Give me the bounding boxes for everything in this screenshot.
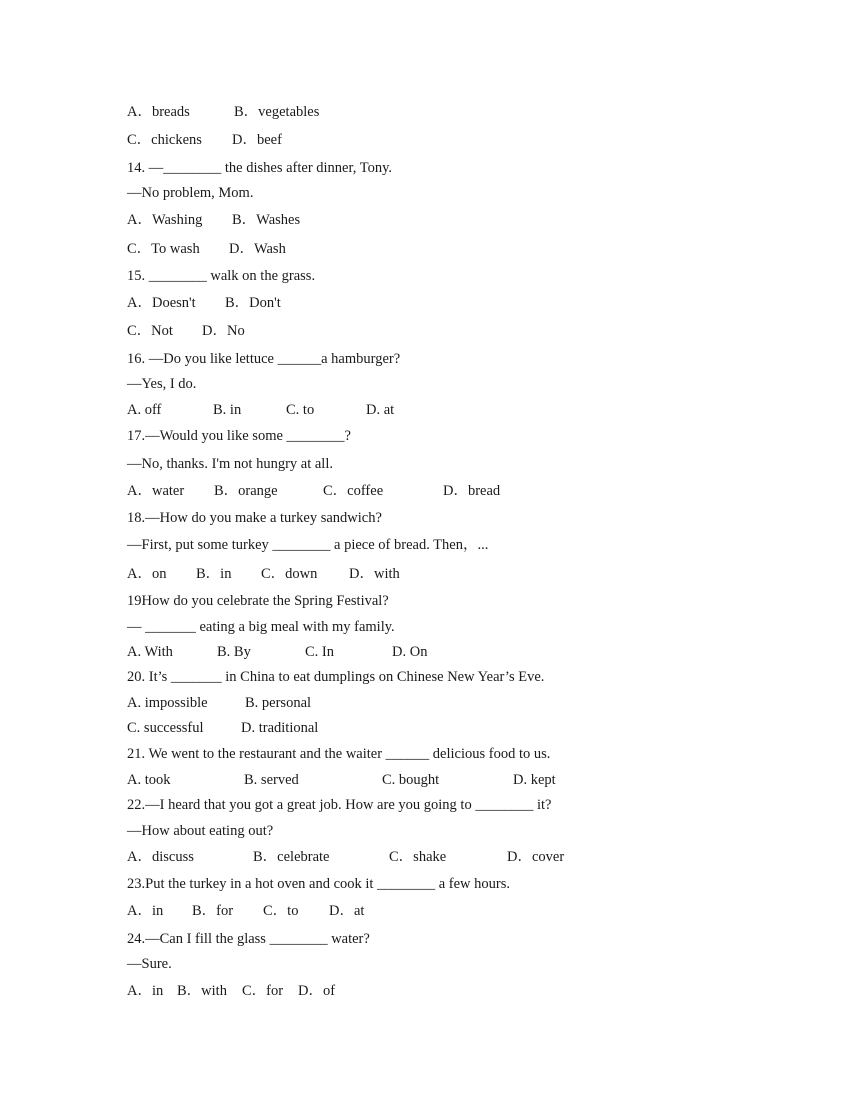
q23-option-a: A．in <box>127 903 164 919</box>
question-21: 21. We went to the restaurant and the waiter ______ delicious food to us. <box>127 746 551 762</box>
question-19-reply: — _______ eating a big meal with my family. <box>127 619 395 635</box>
question-24-reply: —Sure. <box>127 956 172 972</box>
q15-option-b: B．Don't <box>225 295 281 311</box>
q19-option-b: B. By <box>217 644 251 660</box>
q16-option-d: D. at <box>366 402 395 418</box>
q16-option-c: C. to <box>286 402 315 418</box>
q15-option-c: C．Not <box>127 323 173 339</box>
option-b: B．vegetables <box>234 104 320 120</box>
q22-option-d: D．cover <box>507 849 565 865</box>
q20-option-d: D. traditional <box>241 720 319 736</box>
q18-option-d: D．with <box>349 566 400 582</box>
question-18: 18.—How do you make a turkey sandwich? <box>127 510 382 526</box>
q23-option-b: B．for <box>192 903 234 919</box>
q17-option-b: B．orange <box>214 483 278 499</box>
q16-option-a: A. off <box>127 402 162 418</box>
q22-option-c: C．shake <box>389 849 447 865</box>
question-20: 20. It’s _______ in China to eat dumplings on Chinese New Year’s Eve. <box>127 669 545 685</box>
q14-option-d: D．Wash <box>229 241 286 257</box>
question-23: 23.Put the turkey in a hot oven and cook it ________ a few hours. <box>127 876 510 892</box>
q20-option-b: B. personal <box>245 695 312 711</box>
q24-option-b: B．with <box>177 983 227 999</box>
q18-option-b: B．in <box>196 566 232 582</box>
q18-option-c: C．down <box>261 566 318 582</box>
question-18-reply: —First, put some turkey ________ a piece of bread. Then，... <box>127 537 489 553</box>
question-15: 15. ________ walk on the grass. <box>127 268 316 284</box>
q23-option-c: C．to <box>263 903 299 919</box>
question-14-reply: —No problem, Mom. <box>127 185 254 201</box>
q21-option-c: C. bought <box>382 772 440 788</box>
q21-option-d: D. kept <box>513 772 556 788</box>
q16-option-b: B. in <box>213 402 242 418</box>
question-14: 14. —________ the dishes after dinner, Tony. <box>127 160 393 176</box>
q18-option-a: A．on <box>127 566 167 582</box>
question-22: 22.—I heard that you got a great job. How are you going to ________ it? <box>127 797 552 813</box>
question-16-reply: —Yes, I do. <box>127 376 197 392</box>
q23-option-d: D．at <box>329 903 365 919</box>
option-c: C．chickens <box>127 132 202 148</box>
question-24: 24.—Can I fill the glass ________ water? <box>127 931 370 947</box>
q21-option-b: B. served <box>244 772 299 788</box>
q17-option-c: C．coffee <box>323 483 384 499</box>
question-19: 19How do you celebrate the Spring Festival? <box>127 593 389 609</box>
q24-option-d: D．of <box>298 983 336 999</box>
q22-option-b: B．celebrate <box>253 849 330 865</box>
q17-option-a: A．water <box>127 483 185 499</box>
q24-option-a: A．in <box>127 983 164 999</box>
q14-option-c: C．To wash <box>127 241 200 257</box>
q24-option-c: C．for <box>242 983 284 999</box>
q19-option-d: D. On <box>392 644 428 660</box>
question-17: 17.—Would you like some ________? <box>127 428 351 444</box>
q14-option-b: B．Washes <box>232 212 301 228</box>
q14-option-a: A．Washing <box>127 212 203 228</box>
q17-option-d: D．bread <box>443 483 501 499</box>
q20-option-c: C. successful <box>127 720 204 736</box>
question-22-reply: —How about eating out? <box>127 823 274 839</box>
q21-option-a: A. took <box>127 772 171 788</box>
question-17-reply: —No, thanks. I'm not hungry at all. <box>127 456 333 472</box>
q19-option-a: A. With <box>127 644 173 660</box>
question-16: 16. —Do you like lettuce ______a hamburger? <box>127 351 401 367</box>
option-d: D．beef <box>232 132 282 148</box>
option-a: A．breads <box>127 104 190 120</box>
q15-option-d: D．No <box>202 323 245 339</box>
q20-option-a: A. impossible <box>127 695 208 711</box>
q22-option-a: A．discuss <box>127 849 194 865</box>
q19-option-c: C. In <box>305 644 334 660</box>
q15-option-a: A．Doesn't <box>127 295 196 311</box>
